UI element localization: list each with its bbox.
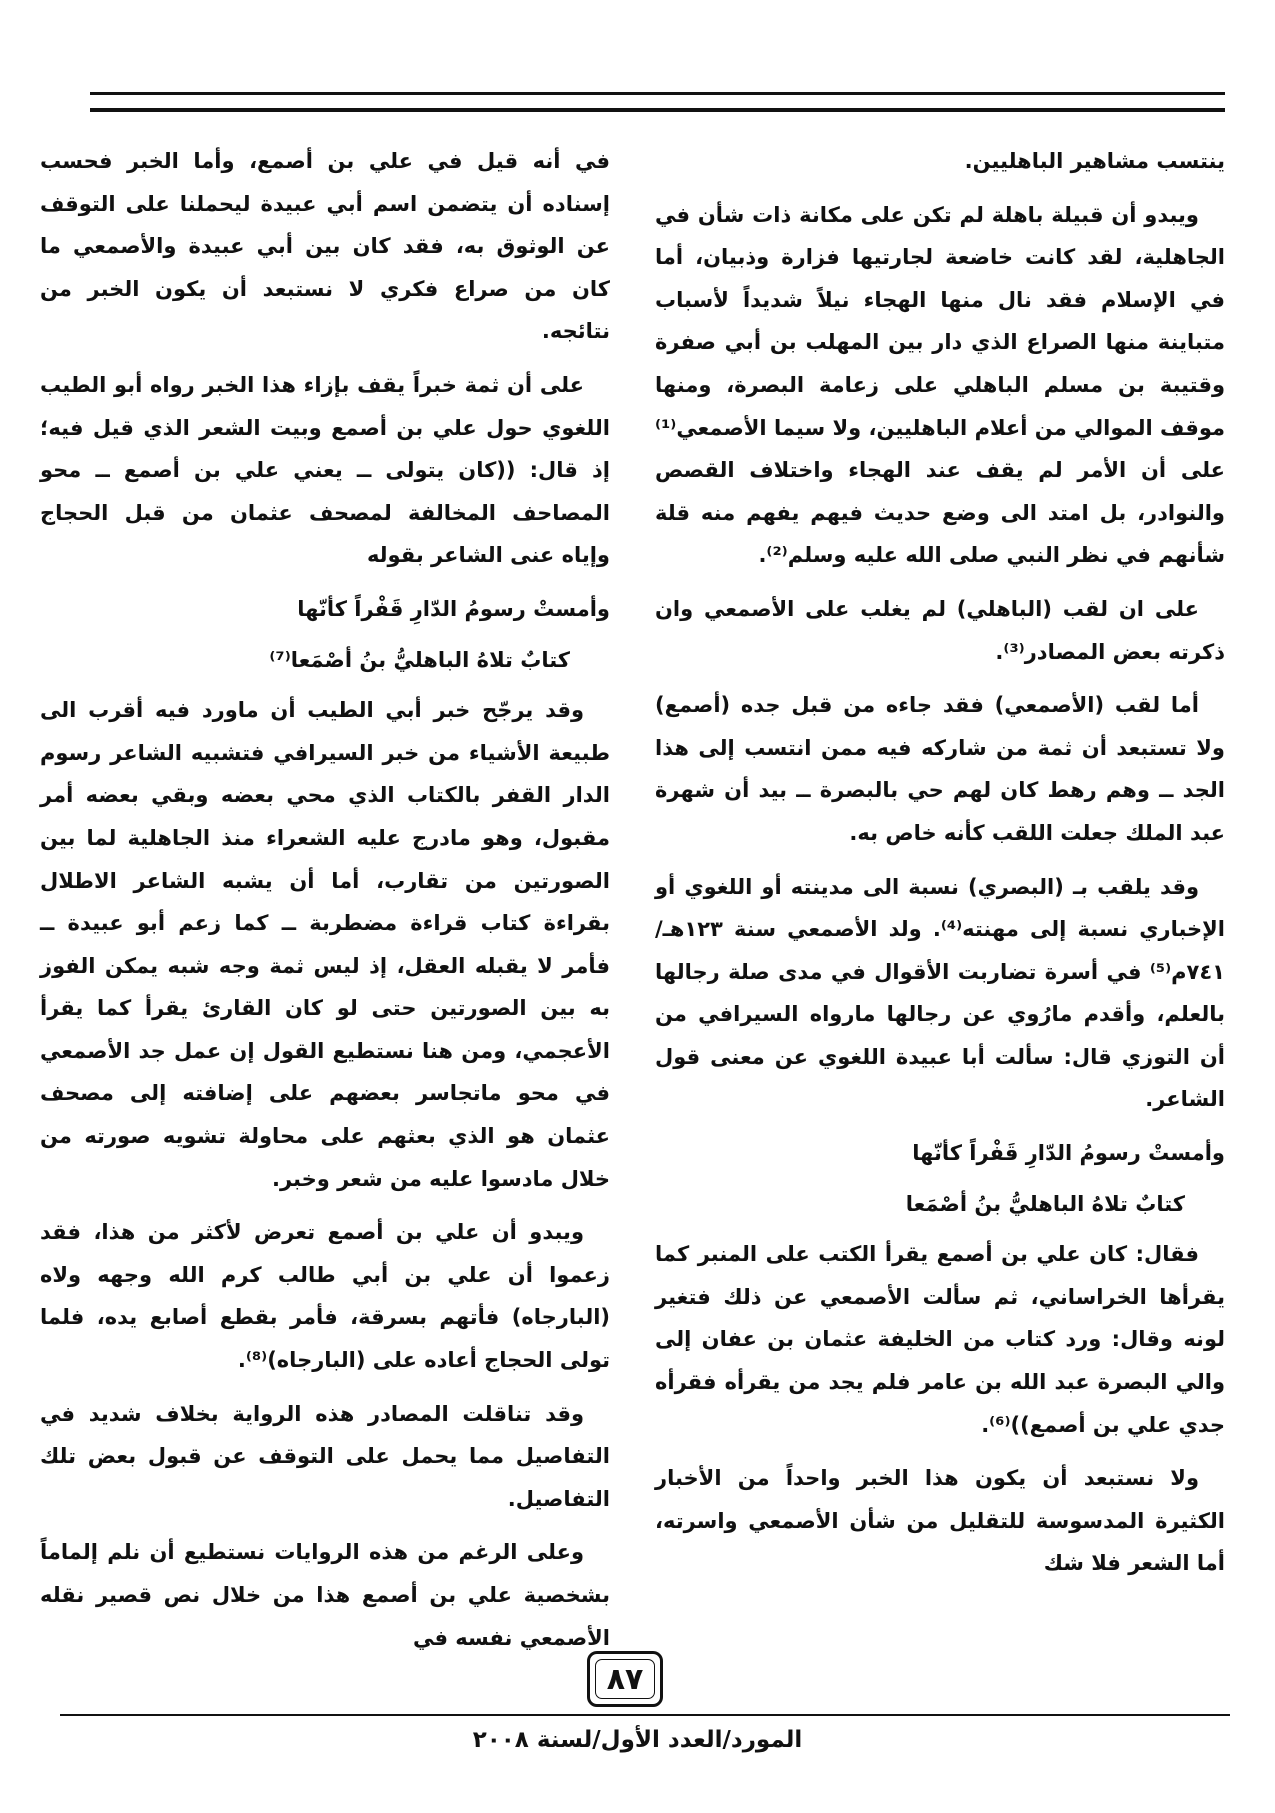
paragraph: على ان لقب (الباهلي) لم يغلب على الأصمعي وان ذكرته بعض المصادر⁽³⁾. bbox=[655, 596, 1225, 664]
paragraph: على أن ثمة خبراً يقف بإزاء هذا الخبر رواه أبو الطيب اللغوي حول علي بن أصمع وبيت الشعر الذي قيل فيه؛ إذ قال: ((كان يتولى ــ يعني علي بن أصمع ــ محو المصاحف المخالفة لمصحف عثمان من قبل الحجاج وإياه عنى الشاعر بقوله bbox=[40, 372, 610, 568]
paragraph: ولا نستبعد أن يكون هذا الخبر واحداً من الأخبار الكثيرة المدسوسة للتقليل من شأن الأصمعي واسرته، أما الشعر فلا شك bbox=[655, 1466, 1225, 1576]
paragraph: ينتسب مشاهير الباهليين. bbox=[964, 149, 1225, 173]
paragraph: فقال: كان علي بن أصمع يقرأ الكتب على المنبر كما يقرأها الخراساني، ثم سألت الأصمعي عن ذلك فتغير لونه وقال: ورد كتاب من الخليفة عثمان بن عفان إلى والي البصرة عبد الله بن عامر فلم يجد من يقرأه فقرأه جدي علي بن أصمع))⁽⁶⁾. bbox=[655, 1242, 1225, 1437]
right-column bbox=[655, 140, 1225, 1596]
paragraph: وقد يرجّح خبر أبي الطيب أن ماورد فيه أقرب الى طبيعة الأشياء من خبر السيرافي فتشبيه الشاعر رسوم الدار القفر بالكتاب الذي محي بعضه وبقي بعضه أمر مقبول، وهو مادرج عليه الشعراء منذ الجاهلية لما بين الصورتين من تقارب، أما أن يشبه الشاعر الاطلال بقراءة كتاب قراءة مضطربة ــ كما زعم أبو عبيدة ــ فأمر لا يقبله العقل، إذ ليس ثمة وجه شبه يمكن الفوز به بين الصورتين حتى لو كان القارئ يقرأ كما يقرأ الأعجمي، ومن هنا نستطيع القول إن عمل جد الأصمعي في محو ماتجاسر بعضهم على إضافته إلى مصحف عثمان هو الذي بعثهم على محاولة تشويه صورته من خلال مادسوا عليه من شعر وخبر. bbox=[40, 698, 610, 1191]
verse-line: كتابٌ تلاهُ الباهليُّ بنُ أصْمَعا bbox=[905, 1191, 1185, 1216]
left-column bbox=[40, 140, 610, 1670]
paragraph: في أنه قيل في علي بن أصمع، وأما الخبر فحسب إسناده أن يتضمن اسم أبي عبيدة ليحملنا على التوقف عن الوثوق به، فقد كان بين أبي عبيدة والأصمعي ما كان من صراع فكري لا نستبعد أن يكون الخبر من نتائجه. bbox=[40, 149, 610, 344]
verse-line: وأمستْ رسومُ الدّارِ قَفْراً كأنّها bbox=[297, 596, 610, 621]
footer-rule bbox=[60, 1714, 1230, 1716]
paragraph: وعلى الرغم من هذه الروايات نستطيع أن نلم إلماماً بشخصية علي بن أصمع هذا من خلال نص قصير نقله الأصمعي نفسه في bbox=[40, 1540, 610, 1650]
paragraph: وقد تناقلت المصادر هذه الرواية بخلاف شديد في التفاصيل مما يحمل على التوقف عن قبول بعض تلك التفاصيل. bbox=[40, 1401, 610, 1511]
paragraph: ويبدو أن علي بن أصمع تعرض لأكثر من هذا، فقد زعموا أن علي بن أبي طالب كرم الله وجهه ولاه (البارجاه) فأتهم بسرقة، فأمر بقطع أصابع يده، فلما تولى الحجاج أعاده على (البارجاه)⁽⁸⁾. bbox=[40, 1220, 610, 1373]
paragraph: أما لقب (الأصمعي) فقد جاءه من قبل جده (أصمع) ولا تستبعد أن ثمة من شاركه فيه ممن انتسب إلى هذا الجد ــ وهم رهط كان لهم حي بالبصرة ــ بيد أن شهرة عبد الملك جعلت اللقب كأنه خاص به. bbox=[655, 693, 1225, 845]
page-number bbox=[587, 1651, 663, 1707]
paragraph: ويبدو أن قبيلة باهلة لم تكن على مكانة ذات شأن في الجاهلية، لقد كانت خاضعة لجارتيها فزارة وذبيان، أما في الإسلام فقد نال منها الهجاء نيلاً شديداً لأسباب متباينة منها الصراع الذي دار بين المهلب بن أبي صفرة وقتيبة بن مسلم الباهلي على زعامة البصرة، ومنها موقف الموالي من أعلام الباهليين، ولا سيما الأصمعي⁽¹⁾ على أن الأمر لم يقف عند الهجاء واختلاف القصص والنوادر، بل امتد الى وضع حديث فيهم يفهم منه قلة شأنهم في نظر النبي صلى الله عليه وسلم⁽²⁾. bbox=[655, 202, 1225, 568]
verse-line: كتابٌ تلاهُ الباهليُّ بنُ أصْمَعا⁽⁷⁾ bbox=[269, 647, 570, 672]
page-number-text: ٨٧ bbox=[606, 1661, 644, 1697]
verse-line: وأمستْ رسومُ الدّارِ قَفْراً كأنّها bbox=[912, 1141, 1225, 1166]
paragraph: وقد يلقب بـ (البصري) نسبة الى مدينته أو اللغوي أو الإخباري نسبة إلى مهنته⁽⁴⁾. ولد الأصمعي سنة ١٢٣هـ/ ٧٤١م⁽⁵⁾ في أسرة تضاربت الأقوال في مدى صلة رجالها بالعلم، وأقدم مارُوي عن رجالها مارواه السيرافي من أن التوزي قال: سألت أبا عبيدة اللغوي عن معنى قول الشاعر. bbox=[655, 874, 1225, 1112]
journal-footer: المورد/العدد الأول/لسنة ٢٠٠٨ bbox=[472, 1727, 803, 1753]
header-rule-thick bbox=[90, 108, 1225, 112]
header-rule-thin bbox=[90, 92, 1225, 95]
